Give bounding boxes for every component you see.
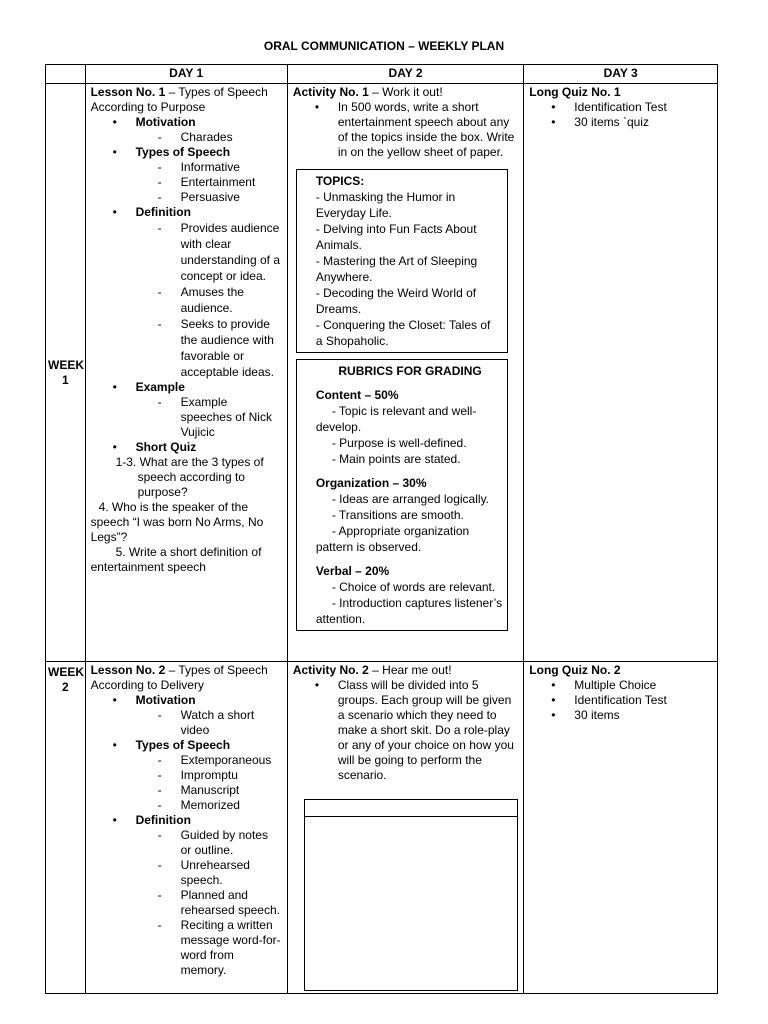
long-quiz-heading: Long Quiz No. 1 [529,85,621,99]
list-item: - Seeks to provide the audience with favorable or acceptable ideas. [91,316,282,380]
topics-label: TOPICS: [315,174,365,188]
list-item: - Impromptu [91,768,282,783]
short-quiz-item: • Short Quiz [91,440,282,455]
topic-item: - Delving into Fun Facts About Animals. [315,222,477,252]
list-item: - Charades [91,130,282,145]
motivation-item: • Motivation [91,115,282,130]
types-item: • Types of Speech [91,738,282,753]
week-2-day-1 [85,662,287,994]
lesson-heading: Lesson No. 2 – Types of Speech According to Delivery [90,663,268,692]
header-day-3: DAY 3 [524,65,718,84]
list-item: - Memorized [91,798,282,813]
long-quiz-heading: Long Quiz No. 2 [529,663,621,677]
week-1-day-1 [85,84,287,662]
types-item: • Types of Speech [91,145,282,160]
list-item: - Watch a short video [91,708,282,738]
quiz-question: 1-3. What are the 3 types of speech according to purpose? [115,455,264,499]
list-item: - Amuses the audience. [91,284,282,316]
list-item: - Entertainment [91,175,282,190]
definition-item: • Definition [91,205,282,220]
rubrics-box [296,359,508,631]
empty-box [304,799,518,991]
quiz-question: 5. Write a short definition of entertainment speech [90,545,262,574]
list-item: - Reciting a written message word-for-word from memory. [91,918,282,978]
activity-heading: Activity No. 1 – Work it out! [292,85,443,99]
weekly-plan-table [45,64,718,994]
list-item: • Identification Test [529,100,712,115]
list-item: - Example speeches of Nick Vujicic [91,395,282,440]
list-item: • Identification Test [529,693,712,708]
topic-item: - Decoding the Weird World of Dreams. [315,286,477,316]
week-2-day-2 [287,662,523,994]
list-item: - Manuscript [91,783,282,798]
week-1-day-2 [287,84,523,662]
header-day-1: DAY 1 [85,65,287,84]
example-item: • Example [91,380,282,395]
week-1-row [46,84,718,662]
week-2-row [46,662,718,994]
lesson-heading: Lesson No. 1 – Types of Speech According to Purpose [90,85,268,114]
definition-item: • Definition [91,813,282,828]
week-2-label: WEEK 2 [46,662,86,994]
week-2-day-3 [524,662,718,994]
activity-instruction: • Class will be divided into 5 groups. Each group will be given a scenario which they need to make a short skit. Do a role-play or any of your choice on how you will be going to perform the scenario. [293,678,518,783]
header-day-2: DAY 2 [287,65,523,84]
list-item: • Multiple Choice [529,678,712,693]
topics-box [296,169,508,353]
list-item: - Planned and rehearsed speech. [91,888,282,918]
rubrics-title: RUBRICS FOR GRADING [338,364,482,378]
rubric-section: Organization – 30% - Ideas are arranged logically. - Transitions are smooth. - Appropriate organization pattern is observed. [315,476,490,554]
header-row [46,65,718,84]
page-title: ORAL COMMUNICATION – WEEKLY PLAN [263,39,505,53]
week-1-label: WEEK 1 [46,84,86,662]
rubric-section: Verbal – 20% - Choice of words are relevant. - Introduction captures listener’s attention. [315,564,503,626]
rubric-section: Content – 50% - Topic is relevant and well-develop. - Purpose is well-defined. - Main points are stated. [315,388,477,466]
topic-item: - Conquering the Closet: Tales of a Shopaholic. [315,318,491,348]
header-empty [46,65,86,84]
list-item: - Informative [91,160,282,175]
activity-heading: Activity No. 2 – Hear me out! [292,663,452,677]
list-item: - Guided by notes or outline. [91,828,282,858]
list-item: - Provides audience with clear understanding of a concept or idea. [91,220,282,284]
list-item: • 30 items `quiz [529,115,712,130]
list-item: • 30 items [529,708,712,723]
activity-instruction: • In 500 words, write a short entertainment speech about any of the topics inside the box. Write in on the yellow sheet of paper. [293,100,518,160]
topic-item: - Mastering the Art of Sleeping Anywhere. [315,254,478,284]
box-divider [305,816,517,817]
list-item: - Unrehearsed speech. [91,858,282,888]
topic-item: - Unmasking the Humor in Everyday Life. [315,190,456,220]
motivation-item: • Motivation [91,693,282,708]
quiz-question: 4. Who is the speaker of the speech “I was born No Arms, No Legs”? [90,500,264,544]
list-item: - Extemporaneous [91,753,282,768]
list-item: - Persuasive [91,190,282,205]
week-1-day-3 [524,84,718,662]
